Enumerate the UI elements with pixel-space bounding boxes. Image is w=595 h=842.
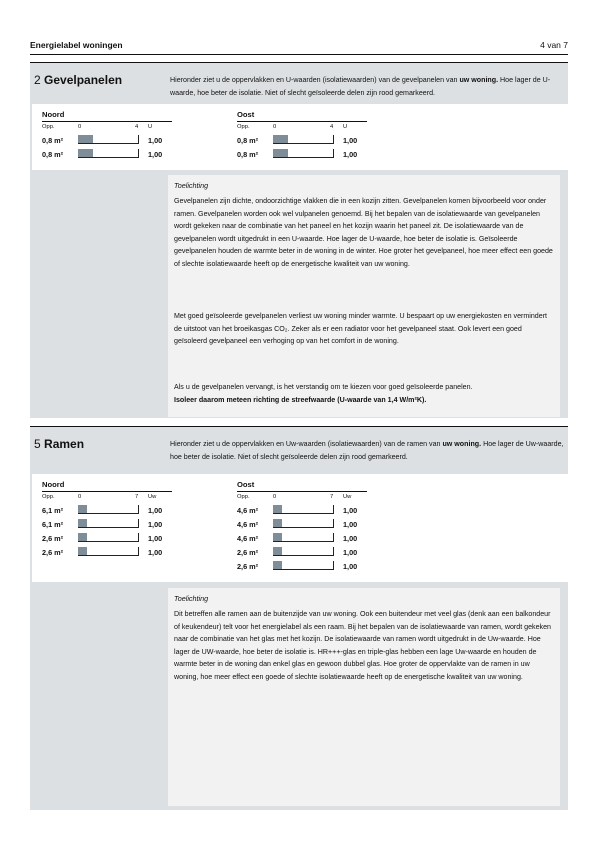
u-bar-fill [273,135,288,143]
area-value: 2,6 m² [237,548,259,557]
u-value: 1,00 [148,506,163,515]
axis-labels [42,124,182,132]
explanation-title: Toelichting [174,594,209,603]
u-bar-fill [273,533,282,541]
explanation-title: Toelichting [174,181,209,190]
u-bar [78,547,139,556]
u-bar [78,533,139,542]
u-bar [78,149,139,158]
u-value: 1,00 [343,520,358,529]
document-title: Energielabel woningen [30,40,123,50]
u-bar [273,519,334,528]
section-number: 5 [34,437,41,451]
area-value: 0,8 m² [237,136,259,145]
u-bar [78,519,139,528]
u-bar [273,135,334,144]
value-row [237,134,387,146]
area-value: 4,6 m² [237,520,259,529]
axis-labels [237,494,377,502]
area-value: 2,6 m² [42,548,64,557]
direction-label: Oost [237,110,255,119]
u-bar [78,505,139,514]
u-bar [78,135,139,144]
area-value: 0,8 m² [42,136,64,145]
u-bar-fill [273,561,282,569]
u-value: 1,00 [148,534,163,543]
u-bar-fill [78,505,87,513]
value-row [237,518,387,530]
u-bar [273,561,334,570]
direction-label: Noord [42,110,65,119]
axis-max: 4 [135,124,139,130]
value-row [42,148,192,160]
section-intro: Hieronder ziet u de oppervlakken en Uw-waarden (isolatiewaarden) van de ramen van uw woning. Hoe lager de Uw-waarde, hoe beter de isolatie. Niet of slecht geïsoleerde delen zijn rood gemarkeerd. [170,440,564,461]
u-value: 1,00 [343,136,358,145]
u-bar-fill [273,519,282,527]
u-bar-fill [78,135,93,143]
direction-label: Oost [237,480,255,489]
area-value: 2,6 m² [42,534,64,543]
column-rule [42,121,172,122]
u-label: Uw [343,494,352,500]
value-row [237,560,387,572]
direction-label: Noord [42,480,65,489]
u-bar-fill [78,547,87,555]
u-bar [273,505,334,514]
column-rule [237,121,367,122]
opp-label: Opp. [42,494,55,500]
header-divider [30,54,568,55]
explanation-paragraph: Als u de gevelpanelen vervangt, is het verstandig om te kiezen voor goed geïsoleerde panelen. Isoleer daarom meteen richting de streefwaarde (U-waarde van 1,4 W/m²K). [174,383,473,404]
column-rule [237,491,367,492]
axis-min: 0 [273,494,277,500]
u-value: 1,00 [343,506,358,515]
area-value: 4,6 m² [237,506,259,515]
values-panel [32,474,568,582]
section-ramen [30,426,568,810]
u-bar-fill [273,149,288,157]
value-row [237,504,387,516]
explanation-box [168,175,560,417]
opp-label: Opp. [42,124,55,130]
u-bar-fill [78,533,87,541]
area-value: 0,8 m² [42,150,64,159]
section-number: 2 [34,73,41,87]
value-row [237,532,387,544]
u-bar-fill [78,149,93,157]
value-row [237,546,387,558]
u-value: 1,00 [148,520,163,529]
explanation-paragraph: Dit betreffen alle ramen aan de buitenzijde van uw woning. Ook een buitendeur met veel glas (denk aan een balkondeur of keukendeur) telt voor het energielabel als een raam. Bij het bepalen van de isolatiewaarde van ramen, wordt gekeken naar de combinatie van het glas met het kozijn. De isolatiewaarde van ramen wordt uitgedrukt in de Uw-waarde. Hoe lager de UW-waarde, hoe beter de isolatie is. HR+++-glas en triple-glas hebben een lage Uw-waarde en houden de warmte beter in de woning dan enkel glas en gewoon dubbel glas. Hoe groter de oppervlakte van de ramen in uw woning, hoe meer effect een goede of slechte isolatiewaarde heeft op de energetische kwaliteit van uw woning. [174,610,551,681]
u-value: 1,00 [343,534,358,543]
column-rule [42,491,172,492]
value-row [42,518,192,530]
value-row [237,148,387,160]
axis-max: 4 [330,124,334,130]
axis-labels [42,494,182,502]
u-bar [273,547,334,556]
area-value: 6,1 m² [42,506,64,515]
u-bar [273,149,334,158]
u-label: Uw [148,494,157,500]
u-value: 1,00 [343,150,358,159]
value-row [42,546,192,558]
opp-label: Opp. [237,494,250,500]
u-bar [273,533,334,542]
page-number: 4 van 7 [540,40,568,50]
area-value: 2,6 m² [237,562,259,571]
page-header [30,40,568,54]
axis-max: 7 [135,494,139,500]
axis-min: 0 [273,124,277,130]
axis-max: 7 [330,494,334,500]
area-value: 6,1 m² [42,520,64,529]
explanation-box [168,588,560,806]
u-bar-fill [273,505,282,513]
u-bar-fill [273,547,282,555]
u-value: 1,00 [148,136,163,145]
value-row [42,504,192,516]
u-value: 1,00 [343,548,358,557]
section-heading [34,73,122,87]
section-name: Gevelpanelen [44,73,123,87]
area-value: 4,6 m² [237,534,259,543]
axis-min: 0 [78,124,82,130]
value-row [42,134,192,146]
explanation-paragraph: Met goed geïsoleerde gevelpanelen verliest uw woning minder warmte. U bespaart op uw energiekosten en vermindert de uitstoot van het broeikasgas CO₂. Zeker als er een radiator voor het gevelpaneel staat. Ook levert een goed geïsoleerd gevelpaneel een verhoging op van het comfort in de woning. [174,312,548,346]
value-row [42,532,192,544]
section-header [30,62,568,97]
section-heading [34,437,84,451]
axis-min: 0 [78,494,82,500]
values-panel [32,104,568,170]
u-label: U [148,124,153,130]
opp-label: Opp. [237,124,250,130]
section-name: Ramen [44,437,85,451]
section-intro: Hieronder ziet u de oppervlakken en U-waarden (isolatiewaarden) van de gevelpanelen van uw woning. Hoe lager de U-waarde, hoe beter de isolatie. Niet of slecht geïsoleerde delen zijn rood gemarkeerd. [170,76,551,97]
u-bar-fill [78,519,87,527]
u-value: 1,00 [148,150,163,159]
area-value: 0,8 m² [237,150,259,159]
u-value: 1,00 [343,562,358,571]
explanation-paragraph: Gevelpanelen zijn dichte, ondoorzichtige vlakken die in een kozijn zitten. Gevelpanelen komen bijvoorbeeld voor onder ramen. Gevelpanelen worden ook wel vulpanelen genoemd. Bij het bepalen van de isolatiewaarde van gevelpanelen wordt gekeken naar de combinatie van het paneel en het kozijn waarin het paneel zit. De isolatiewaarde van de gevelpanelen wordt uitgedrukt in een U-waarde. Hoe lager de U-waarde, hoe beter de isolatie is. Geïsoleerde gevelpanelen houden de warmte beter in de woning in de winter. Hoe groter het gevelpaneel, hoe meer effect een goede of slechte isolatiewaarde heeft op de energetische kwaliteit van uw woning. [174,197,553,268]
axis-labels [237,124,377,132]
u-label: U [343,124,348,130]
u-value: 1,00 [148,548,163,557]
section-header [30,426,568,461]
section-gevelpanelen [30,62,568,418]
